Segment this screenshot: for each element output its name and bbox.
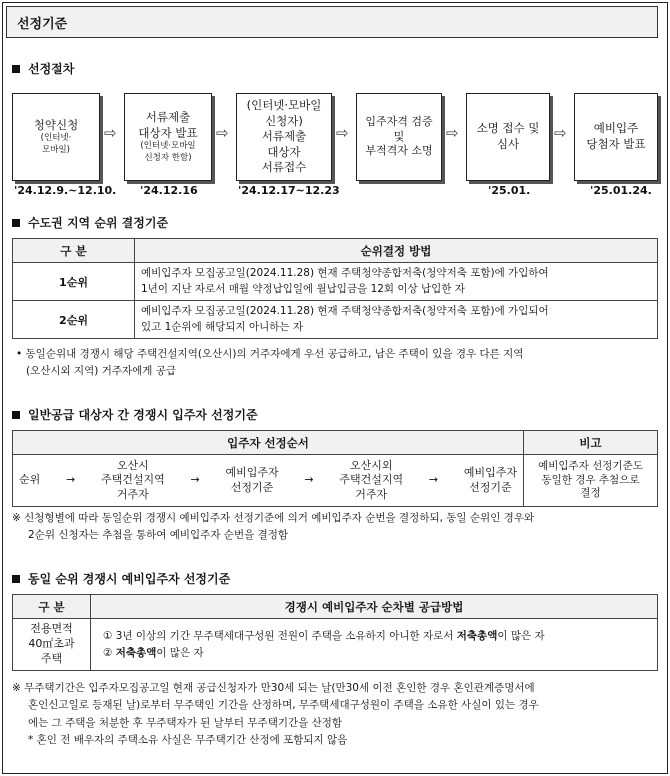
arrow-right-icon: ⇨ — [336, 124, 349, 142]
criterion-2 — [103, 645, 645, 662]
table-header: 입주자 선정순서 — [13, 431, 524, 455]
step-main: 입주자격 검증 및 부적격자 소명 — [365, 114, 433, 158]
square-bullet-icon — [12, 219, 20, 227]
same-rank-table — [12, 594, 658, 671]
table-row — [13, 619, 658, 671]
step-date: '25.01.24. — [590, 184, 652, 197]
selection-sequence — [13, 456, 523, 506]
table-header: 구 분 — [13, 595, 91, 619]
row-label: 1순위 — [13, 263, 135, 301]
step-main: 서류제출 대상자 발표 — [138, 110, 198, 140]
table-header: 순위결정 방법 — [135, 239, 658, 263]
row-label: 전용면적 40㎡초과 주택 — [13, 619, 91, 671]
arrow-right-icon: → — [428, 473, 439, 487]
step-sub: (인터넷· 모바일) — [40, 133, 72, 155]
table-header: 구 분 — [13, 239, 135, 263]
step-date: '25.01. — [488, 184, 531, 197]
section-procedure-heading — [12, 60, 74, 77]
criterion-text: 이 많은 자 — [156, 646, 204, 659]
sequence-item: 오산시외 주택건설지역 거주자 — [339, 459, 404, 501]
section-heading-text: 선정절차 — [28, 62, 75, 76]
arrow-right-icon: → — [66, 473, 76, 487]
section-heading-text: 동일 순위 경쟁시 예비입주자 선정기준 — [28, 572, 231, 586]
step-date: '24.12.16 — [140, 184, 198, 197]
row-label: 2순위 — [13, 301, 135, 339]
square-bullet-icon — [12, 411, 20, 419]
row-line: 있고 1순위에 해당되지 아니하는 자 — [141, 320, 304, 333]
step-sub: (인터넷·모바일 신청자 한함) — [140, 141, 196, 163]
footnote — [12, 680, 539, 749]
table-row — [13, 263, 658, 301]
page-title — [6, 6, 658, 38]
table-row — [13, 301, 658, 339]
arrow-right-icon: → — [190, 473, 200, 487]
arrow-right-icon: ⇨ — [554, 124, 567, 142]
row-content — [135, 301, 658, 339]
arrow-right-icon: ⇨ — [104, 124, 117, 142]
step-date: '24.12.9.~12.10. — [14, 184, 117, 197]
general-note — [12, 510, 534, 545]
square-bullet-icon — [12, 575, 20, 583]
step-main: 예비입주 당첨자 발표 — [586, 121, 646, 151]
section-general-heading — [12, 406, 258, 423]
step-verify — [356, 93, 442, 181]
criterion-text: ② — [103, 646, 116, 659]
criterion-1 — [103, 628, 645, 645]
sequence-item: 순위 — [19, 473, 41, 487]
note-line: 혼인신고일로 등재된 날)로부터 무주택인 기간을 산정하며, 무주택세대구성원이 주택을 소유한 사실이 있는 경우 — [28, 699, 539, 712]
sequence-item: 오산시 주택건설지역 거주자 — [100, 459, 165, 501]
step-main: (인터넷·모바일 신청자) 서류제출 대상자 서류접수 — [246, 98, 322, 175]
sequence-item: 예비입주자 선정기준 — [225, 466, 279, 494]
page-title-text: 선정기준 — [17, 16, 68, 32]
row-line: 예비입주자 모집공고일(2024.11.28) 현재 주택청약종합저축(청약저축 포함)에 가입되어 — [141, 304, 549, 317]
section-heading-text: 일반공급 대상자 간 경쟁시 입주자 선정기준 — [28, 408, 258, 422]
step-date: '24.12.17~12.23 — [238, 184, 340, 197]
general-table — [12, 430, 658, 507]
section-rank-heading — [12, 214, 168, 231]
square-bullet-icon — [12, 65, 20, 73]
arrow-right-icon: ⇨ — [446, 124, 459, 142]
sequence-cell — [13, 455, 524, 507]
table-header: 경쟁시 예비입주자 순차별 공급방법 — [91, 595, 658, 619]
note-line: 2순위 신청자는 추첨을 통하여 예비입주자 순번을 결정함 — [28, 529, 288, 542]
step-main: 소명 접수 및 심사 — [476, 121, 540, 151]
note-line: • 동일순위내 경쟁시 해당 주택건설지역(오산시)의 거주자에게 우선 공급하고, 남은 주택이 있을 경우 다른 지역 — [16, 348, 524, 360]
row-line: 예비입주자 모집공고일(2024.11.28) 현재 주택청약종합저축(청약저축 포함)에 가입하여 — [141, 266, 549, 279]
step-doc-target-announce — [124, 93, 212, 181]
criterion-emphasis: 저축총액 — [115, 646, 157, 659]
note-line: 에는 그 주택을 처분한 후 무주택자가 된 날부터 무주택기간을 산정함 — [28, 716, 343, 729]
row-line: 1년이 지난 자로서 매월 약정납입일에 월납입금을 12회 이상 납입한 자 — [141, 282, 465, 295]
arrow-right-icon: ⇨ — [216, 124, 229, 142]
rank-note — [16, 346, 523, 381]
section-heading-text: 수도권 지역 순위 결정기준 — [28, 216, 169, 230]
note-line: (오산시외 지역) 거주자에게 공급 — [26, 365, 177, 378]
remark-cell: 예비입주자 선정기준도 동일한 경우 추첨으로 결정 — [524, 455, 658, 507]
step-apply — [12, 93, 100, 181]
arrow-right-icon: → — [304, 473, 314, 487]
rank-table — [12, 238, 658, 339]
row-content — [91, 619, 658, 671]
table-header: 비고 — [524, 431, 658, 455]
criterion-text: 이 많은 자 — [497, 629, 545, 642]
note-line: ※ 무주택기간은 입주자모집공고일 현재 공급신청자가 만30세 되는 날(만30세 이전 혼인한 경우 혼인관계증명서에 — [12, 682, 535, 694]
row-content — [135, 263, 658, 301]
step-doc-receive — [236, 93, 332, 181]
criterion-text: ① 3년 이상의 기간 무주택세대구성원 전원이 주택을 소유하지 아니한 자로서 — [103, 629, 457, 642]
sequence-item: 예비입주자 선정기준 — [463, 466, 517, 494]
step-review — [466, 93, 550, 181]
criterion-emphasis: 저축총액 — [456, 629, 498, 642]
step-main: 청약신청 — [33, 117, 79, 132]
note-line: * 혼인 전 배우자의 주택소유 사실은 무주택기간 산정에 포함되지 않음 — [28, 733, 348, 746]
table-row — [13, 455, 658, 507]
section-same-rank-heading — [12, 570, 230, 587]
step-winner-announce — [574, 93, 658, 181]
note-line: ※ 신청형별에 따라 동일순위 경쟁시 예비입주자 선정기준에 의거 예비입주자 순번을 결정하되, 동일 순위인 경우와 — [12, 512, 535, 524]
